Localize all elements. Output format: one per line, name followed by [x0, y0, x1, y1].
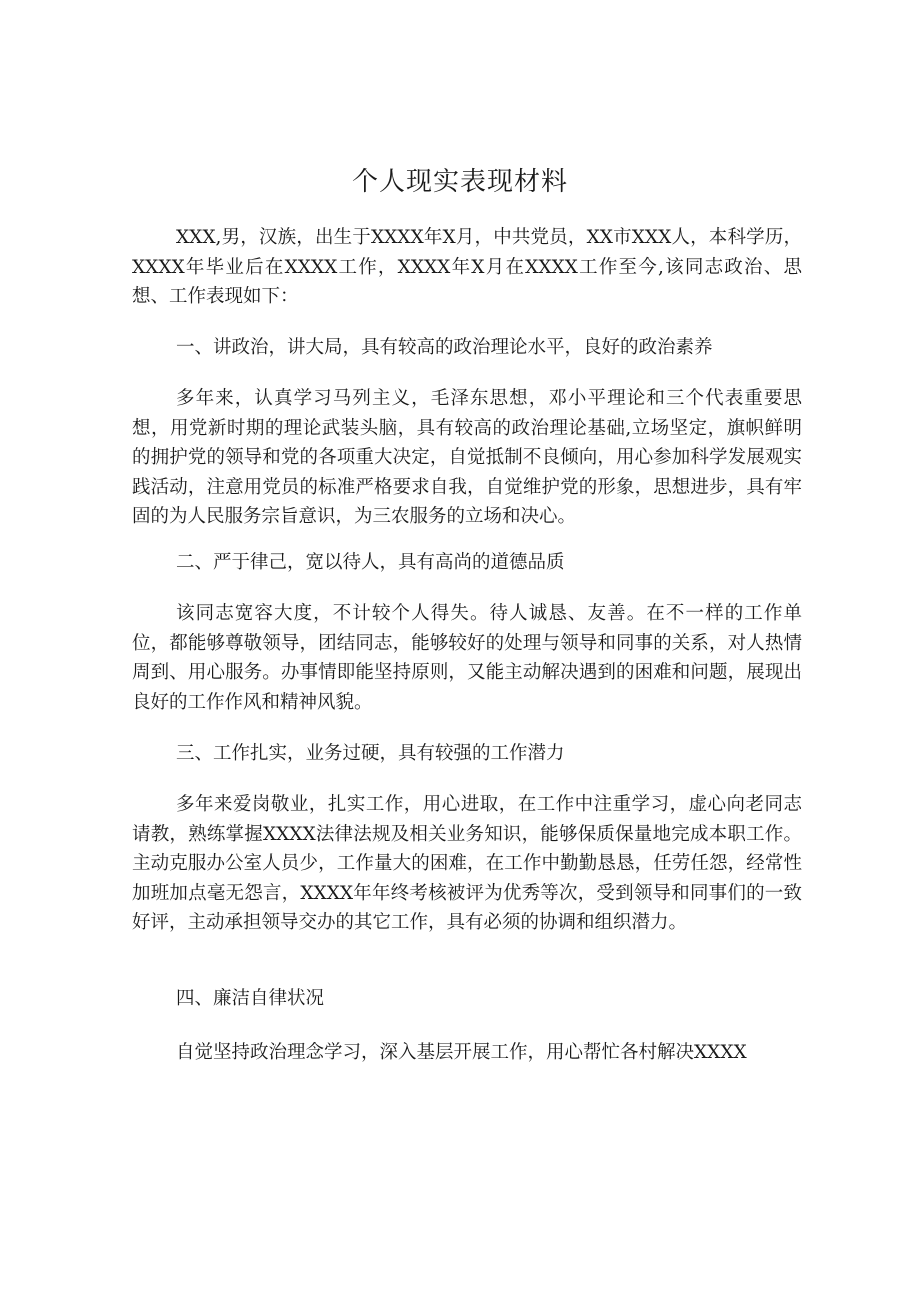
- section-heading-3: 三、工作扎实，业务过硬，具有较强的工作潜力: [176, 743, 565, 764]
- section-heading-2: 二、严于律己，宽以待人，具有高尚的道德品质: [176, 552, 565, 573]
- intro-paragraph: XXX,男，汉族，出生于XXXX年X月，中共党员，XX市XXX人，本科学历，XXXX年毕业后在XXXX工作，XXXX年X月在XXXX工作至今,该同志政治、思想、工作表现如下：: [132, 227, 802, 307]
- section-heading-1: 一、讲政治，讲大局，具有较高的政治理论水平，良好的政治素养: [176, 337, 713, 358]
- document-title: 个人现实表现材料: [351, 167, 568, 197]
- section-body-1: 多年来，认真学习马列主义，毛泽东思想，邓小平理论和三个代表重要思想，用党新时期的理论武装头脑，具有较高的政治理论基础,立场坚定，旗帜鲜明的拥护党的领导和党的各项重大决定，自觉抵制不良倾向，用心参加科学发展观实践活动，注意用党员的标准严格要求自我，自觉维护党的形象，思想进步，具有牢固的为人民服务宗旨意识，为三农服务的立场和决心。: [132, 388, 802, 527]
- section-heading-4: 四、廉洁自律状况: [176, 988, 325, 1009]
- section-body-2: 该同志宽容大度，不计较个人得失。待人诚恳、友善。在不一样的工作单位，都能够尊敬领导，团结同志，能够较好的处理与领导和同事的关系，对人热情周到、用心服务。办事情即能坚持原则，又能主动解决遇到的困难和问题，展现出良好的工作作风和精神风貌。: [132, 603, 802, 713]
- section-body-3: 多年来爱岗敬业，扎实工作，用心进取，在工作中注重学习，虚心向老同志请教，熟练掌握XXXX法律法规及相关业务知识，能够保质保量地完成本职工作。主动克服办公室人员少，工作量大的困难，在工作中勤勤恳恳，任劳任怨，经常性加班加点毫无怨言，XXXX年年终考核被评为优秀等次，受到领导和同事们的一致好评，主动承担领导交办的其它工作，具有必须的协调和组织潜力。: [132, 794, 802, 933]
- section-body-4: 自觉坚持政治理念学习，深入基层开展工作，用心帮忙各村解决XXXX: [176, 1042, 747, 1063]
